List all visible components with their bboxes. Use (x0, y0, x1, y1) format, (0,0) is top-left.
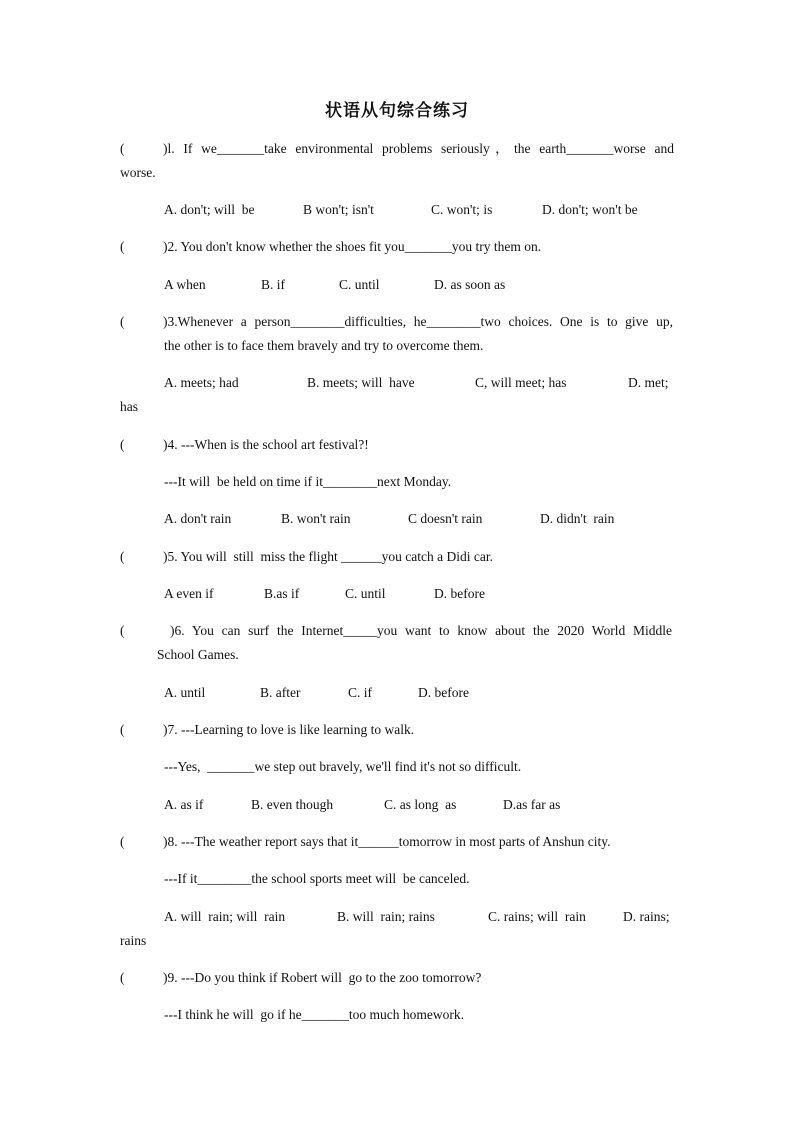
question-9-stem-cont: ---I think he will go if he_______too much homework. (164, 1007, 464, 1022)
answer-paren: ( (120, 437, 125, 452)
option-d: D. rains; (623, 909, 670, 924)
question-8-options (0, 908, 794, 926)
question-2-stem: )2. You don't know whether the shoes fit you_______you try them on. (163, 239, 542, 254)
question-2-options (0, 276, 794, 294)
question-8-stem-cont: ---If it________the school sports meet will be canceled. (164, 871, 470, 886)
question-6-stem-cont: School Games. (157, 647, 239, 662)
question-9-stem: )9. ---Do you think if Robert will go to the zoo tomorrow? (163, 970, 482, 985)
option-a: A. don't; will be (164, 202, 255, 217)
option-a: A. as if (164, 797, 204, 812)
option-d: D. before (418, 685, 469, 700)
option-b: B.as if (264, 586, 300, 601)
option-c: C. as long as (384, 797, 457, 812)
option-c: C, will meet; has (475, 375, 567, 390)
option-c: C. if (348, 685, 373, 700)
option-d: D. before (434, 586, 485, 601)
question-7-options (0, 796, 794, 814)
question-4-stem: )4. ---When is the school art festival?! (163, 437, 369, 452)
question-1-options (0, 201, 794, 219)
answer-paren: ( (120, 141, 125, 156)
question-3-options (0, 374, 794, 392)
option-d: D. didn't rain (540, 511, 615, 526)
option-c: C doesn't rain (408, 511, 483, 526)
option-a: A when (164, 277, 206, 292)
option-a: A. will rain; will rain (164, 909, 286, 924)
question-7-stem-cont: ---Yes, _______we step out bravely, we'll find it's not so difficult. (164, 759, 522, 774)
option-a: A. until (164, 685, 206, 700)
option-c: C. rains; will rain (488, 909, 586, 924)
question-6-stem: )6. You can surf the Internet_____you want to know about the 2020 World Middle (170, 623, 672, 638)
answer-paren: ( (120, 314, 125, 329)
option-d: D. don't; won't be (542, 202, 638, 217)
question-3-stem: )3.Whenever a person________difficulties, he________two choices. One is to give up, (163, 314, 673, 329)
question-1-stem-cont: worse. (120, 165, 156, 180)
option-d-wrap: has (120, 399, 138, 414)
option-a: A even if (164, 586, 214, 601)
answer-paren: ( (120, 722, 125, 737)
option-b: B. if (261, 277, 286, 292)
question-5-stem: )5. You will still miss the flight ______you catch a Didi car. (163, 549, 493, 564)
option-c: C. until (345, 586, 386, 601)
option-b: B. after (260, 685, 301, 700)
question-8-stem: )8. ---The weather report says that it______tomorrow in most parts of Anshun city. (163, 834, 611, 849)
option-b: B. will rain; rains (337, 909, 435, 924)
option-d: D.as far as (503, 797, 561, 812)
answer-paren: ( (120, 834, 125, 849)
option-c: C. won't; is (431, 202, 493, 217)
answer-paren: ( (120, 239, 125, 254)
option-b: B. meets; will have (307, 375, 415, 390)
answer-paren: ( (120, 549, 125, 564)
question-3-stem-cont: the other is to face them bravely and try to overcome them. (164, 338, 484, 353)
answer-paren: ( (120, 970, 125, 985)
question-1-stem: )l. If we_______take environmental problems seriously，the earth_______worse and (163, 141, 674, 156)
page-title: 状语从句综合练习 (325, 101, 469, 121)
answer-paren: ( (120, 623, 125, 638)
option-a: A. don't rain (164, 511, 232, 526)
option-b: B. even though (251, 797, 334, 812)
option-c: C. until (339, 277, 380, 292)
option-b: B won't; isn't (303, 202, 374, 217)
option-d-wrap: rains (120, 933, 147, 948)
question-6-options (0, 684, 794, 702)
question-4-options (0, 510, 794, 528)
option-d: D. met; (628, 375, 669, 390)
question-5-options (0, 585, 794, 603)
option-d: D. as soon as (434, 277, 506, 292)
option-b: B. won't rain (281, 511, 351, 526)
question-4-stem-cont: ---It will be held on time if it________next Monday. (164, 474, 452, 489)
question-7-stem: )7. ---Learning to love is like learning to walk. (163, 722, 415, 737)
option-a: A. meets; had (164, 375, 239, 390)
